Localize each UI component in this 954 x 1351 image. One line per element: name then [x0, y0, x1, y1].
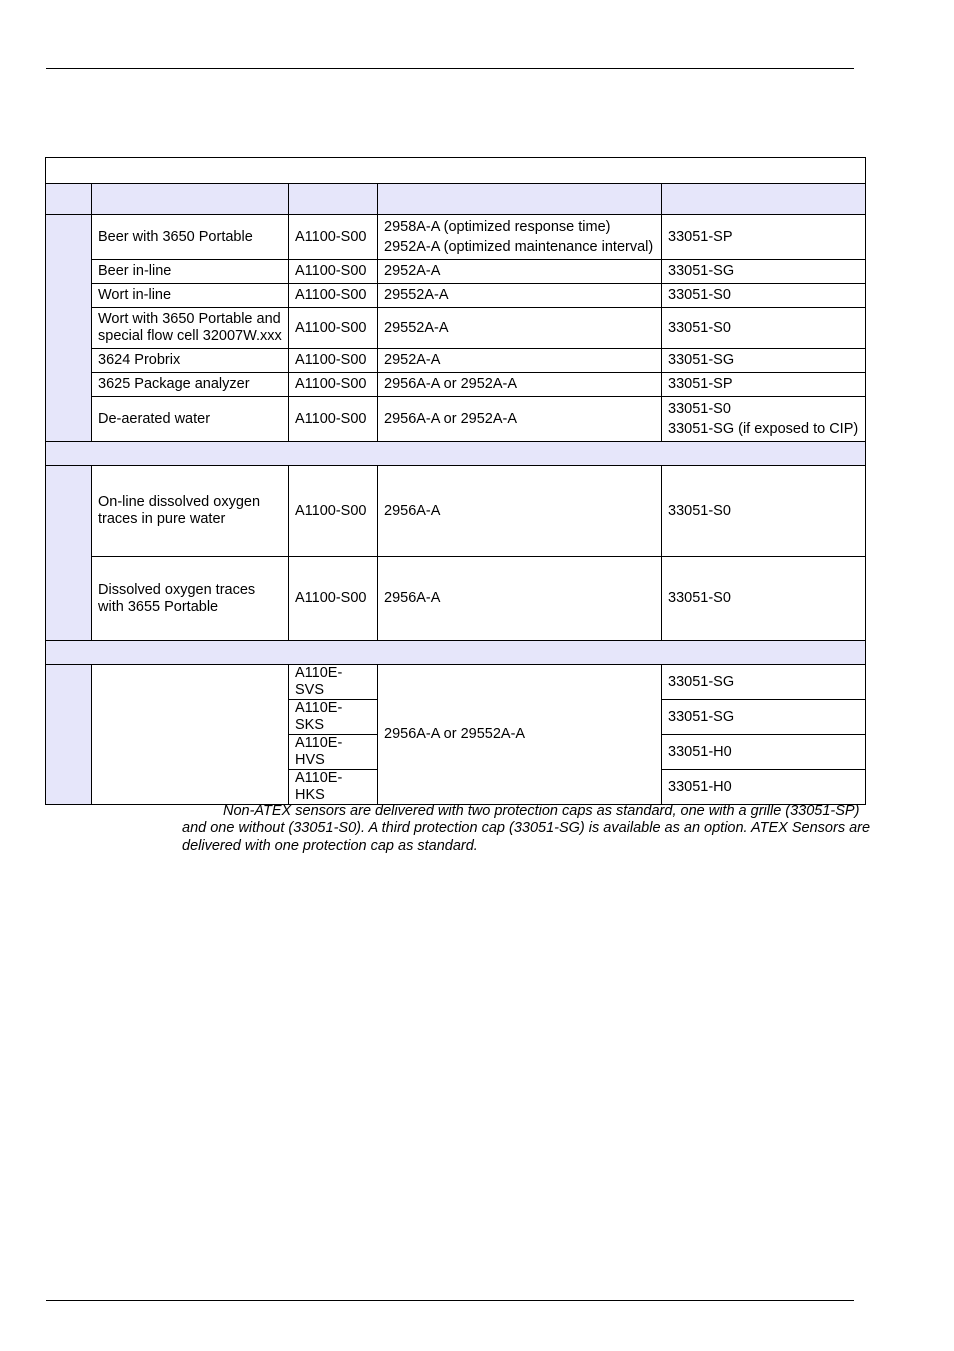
application-cell [92, 665, 289, 805]
application-cell: Wort in-line [92, 284, 289, 308]
table-row [46, 665, 866, 700]
membrane-cell [378, 215, 662, 260]
category-cell [46, 466, 92, 641]
cap-cell [662, 215, 866, 260]
cap-cell: 33051-S0 [662, 308, 866, 349]
section-title [46, 641, 866, 665]
sensor-cell: A1100-S00 [289, 215, 378, 260]
application-cell: De-aerated water [92, 397, 289, 442]
sensor-cell: A1100-S00 [289, 397, 378, 442]
sensor-cell: A110E-HVS [289, 735, 378, 770]
application-cell: 3625 Package analyzer [92, 373, 289, 397]
header-cell [662, 184, 866, 215]
membrane-cell: 2956A-A or 2952A-A [378, 373, 662, 397]
category-cell [46, 665, 92, 805]
application-cell: 3624 Probrix [92, 349, 289, 373]
application-cell: Beer with 3650 Portable [92, 215, 289, 260]
cap-line: 33051-S0 [668, 401, 731, 417]
sensor-membrane-table [45, 157, 866, 805]
sensor-cell: A110E-SKS [289, 700, 378, 735]
sensor-cell: A1100-S00 [289, 373, 378, 397]
header-cell [46, 184, 92, 215]
application-cell: Wort with 3650 Portable and special flow cell 32007W.xxx [92, 308, 289, 349]
application-cell: On-line dissolved oxygen traces in pure water [92, 466, 289, 557]
sensor-cell: A1100-S00 [289, 308, 378, 349]
application-cell: Dissolved oxygen traces with 3655 Portable [92, 557, 289, 641]
table-row [46, 308, 866, 349]
cap-cell: 33051-S0 [662, 466, 866, 557]
section-row [46, 641, 866, 665]
header-cell [378, 184, 662, 215]
header-cell [289, 184, 378, 215]
membrane-line: 2952A-A (optimized maintenance interval) [384, 239, 654, 255]
membrane-cell: 2956A-A or 2952A-A [378, 397, 662, 442]
table-row [46, 373, 866, 397]
sensor-cell: A1100-S00 [289, 260, 378, 284]
table-row [46, 397, 866, 442]
cap-cell: 33051-SG [662, 349, 866, 373]
membrane-line: 2958A-A (optimized response time) [384, 219, 611, 235]
cap-line: 33051-SP [668, 228, 733, 245]
table-row [46, 349, 866, 373]
table-title-row [46, 158, 866, 184]
sensor-cell: A1100-S00 [289, 349, 378, 373]
sensor-cell: A110E-SVS [289, 665, 378, 700]
membrane-cell: 2956A-A [378, 466, 662, 557]
section-row [46, 442, 866, 466]
cap-cell: 33051-S0 [662, 284, 866, 308]
header-cell [92, 184, 289, 215]
bottom-rule [46, 1300, 854, 1301]
application-cell: Beer in-line [92, 260, 289, 284]
membrane-cell: 29552A-A [378, 284, 662, 308]
cap-cell: 33051-SP [662, 373, 866, 397]
category-cell [46, 215, 92, 442]
table-row [46, 284, 866, 308]
cap-line: 33051-SG (if exposed to CIP) [668, 421, 859, 437]
top-rule [46, 68, 854, 69]
membrane-cell: 29552A-A [378, 308, 662, 349]
table-row [46, 260, 866, 284]
sensor-cell: A1100-S00 [289, 284, 378, 308]
cap-cell [662, 397, 866, 442]
section-title [46, 442, 866, 466]
membrane-cell: 2956A-A [378, 557, 662, 641]
cap-cell: 33051-SG [662, 260, 866, 284]
cap-cell: 33051-H0 [662, 770, 866, 805]
cap-cell: 33051-S0 [662, 557, 866, 641]
membrane-cell: 2952A-A [378, 349, 662, 373]
table-header-row [46, 184, 866, 215]
sensor-cell: A110E-HKS [289, 770, 378, 805]
table-title [46, 158, 866, 184]
protection-cap-note: Non-ATEX sensors are delivered with two protection caps as standard, one with a grille (33051-SP) and one without (33051-S0). A third protection cap (33051-SG) is available as an option. ATEX Sensors are delivered with one protection cap as standard. [182, 802, 871, 854]
cap-cell: 33051-SG [662, 665, 866, 700]
sensor-cell: A1100-S00 [289, 466, 378, 557]
membrane-cell: 2952A-A [378, 260, 662, 284]
table-row [46, 215, 866, 260]
membrane-cell: 2956A-A or 29552A-A [378, 665, 662, 805]
table-row [46, 557, 866, 641]
table-row [46, 466, 866, 557]
sensor-cell: A1100-S00 [289, 557, 378, 641]
cap-cell: 33051-SG [662, 700, 866, 735]
cap-cell: 33051-H0 [662, 735, 866, 770]
